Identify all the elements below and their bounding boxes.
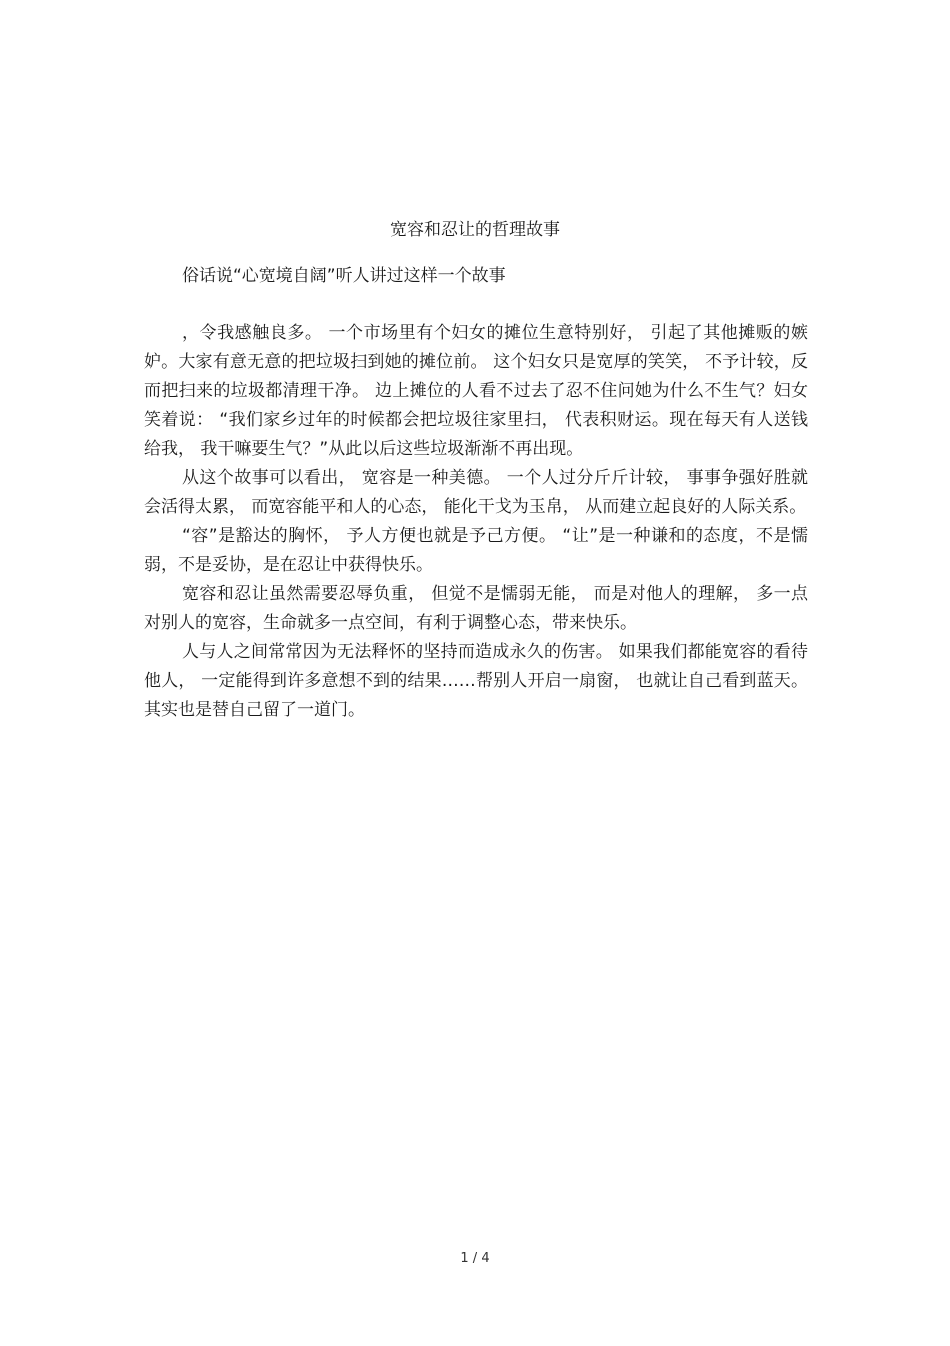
paragraph-5: 人与人之间常常因为无法释怀的坚持而造成永久的伤害。 如果我们都能宽容的看待他人， 一定能得到许多意想不到的结果……帮别人开启一扇窗， 也就让自己看到蓝天。其实也是替自己留了一道门。 [144,642,808,720]
paragraph-3: “容”是豁达的胸怀， 予人方便也就是予己方便。 “让”是一种谦和的态度，不是懦弱，不是妥协，是在忍让中获得快乐。 [144,526,808,575]
document-body [144,319,808,725]
document-title: 宽容和忍让的哲理故事 [390,220,560,240]
paragraph-4: 宽容和忍让虽然需要忍辱负重， 但觉不是懦弱无能， 而是对他人的理解， 多一点对别人的宽容，生命就多一点空间，有利于调整心态，带来快乐。 [144,584,808,633]
intro-line: 俗话说“心宽境自阔”听人讲过这样一个故事 [182,266,506,286]
page-number: 1 / 4 [460,1251,490,1266]
paragraph-1: ，令我感触良多。 一个市场里有个妇女的摊位生意特别好， 引起了其他摊贩的嫉妒。大家有意无意的把垃圾扫到她的摊位前。 这个妇女只是宽厚的笑笑， 不予计较，反而把扫来的垃圾都清理干净。 边上摊位的人看不过去了忍不住问她为什么不生气？妇女笑着说： “我们家乡过年的时候都会把垃圾往家里扫， 代表积财运。现在每天有人送钱给我， 我干嘛要生气？”从此以后这些垃圾渐渐不再出现。 [144,323,808,459]
paragraph-2: 从这个故事可以看出， 宽容是一种美德。 一个人过分斤斤计较， 事事争强好胜就会活得太累， 而宽容能平和人的心态， 能化干戈为玉帛， 从而建立起良好的人际关系。 [144,468,808,517]
